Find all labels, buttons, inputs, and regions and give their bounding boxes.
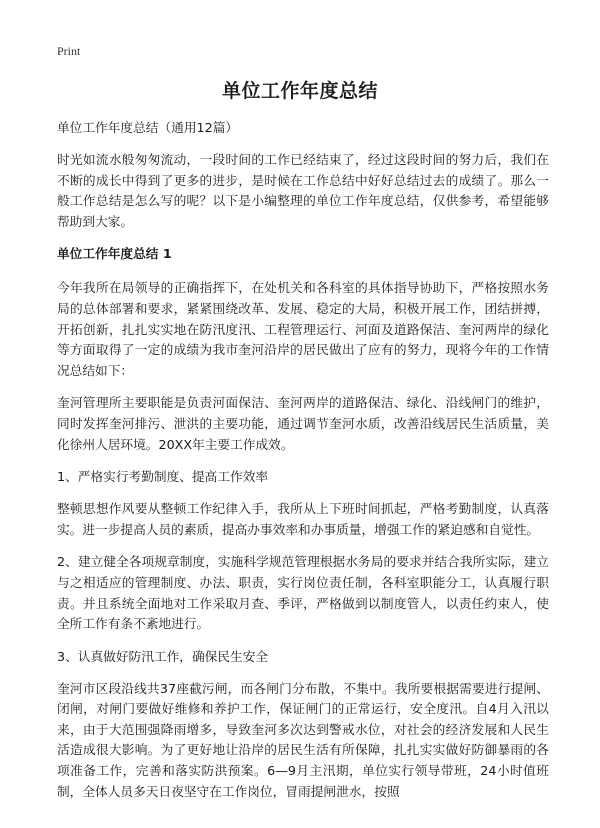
item-3-heading: 3、认真做好防汛工作，确保民生安全 bbox=[57, 648, 269, 664]
paragraph-1: 今年我所在局领导的正确指挥下，在处机关和各科室的具体指导协助下，严格按照水务局的总体部署和要求，紧紧围绕改革、发展、稳定的大局，积极开展工作，团结拼搏，开拓创新，扎扎实实地在防汛度汛、工程管理运行、河面及道路保洁、奎河两岸的绿化等方面取得了一定的成绩为我市奎河沿岸的居民做出了应有的努力，现将今年的工作情况总结如下： bbox=[57, 280, 549, 378]
item-1-body: 整顿思想作风要从整顿工作纪律入手，我所从上下班时间抓起，严格考勤制度，认真落实。进一步提高人员的素质，提高办事效率和办事质量，增强工作的紧迫感和自觉性。 bbox=[57, 501, 549, 537]
intro-paragraph: 时光如流水般匆匆流动，一段时间的工作已经结束了，经过这段时间的努力后，我们在不断的成长中得到了更多的进步，是时候在工作总结中好好总结过去的成绩了。那么一般工作总结是怎么写的呢？以下是小编整理的单位工作年度总结，仅供参考，希望能够帮助到大家。 bbox=[57, 152, 549, 229]
print-label[interactable]: Print bbox=[57, 44, 81, 58]
section-heading: 单位工作年度总结 1 bbox=[57, 246, 172, 262]
paragraph-2: 奎河管理所主要职能是负责河面保洁、奎河两岸的道路保洁、绿化、沿线闸门的维护，同时发挥奎河排污、泄洪的主要功能，通过调节奎河水质，改善沿线居民生活质量，美化徐州人居环境。20XX年主要工作成效。 bbox=[57, 395, 549, 452]
item-1-heading: 1、严格实行考勤制度、提高工作效率 bbox=[57, 469, 269, 485]
document-body bbox=[57, 118, 549, 814]
document-subtitle: 单位工作年度总结（通用12篇） bbox=[57, 120, 239, 135]
item-2-body: 2、建立健全各项规章制度，实施科学规范管理根据水务局的要求并结合我所实际，建立与之相适应的管理制度、办法、职责，实行岗位责任制，各科室职能分工，认真履行职责。并且系统全面地对工作采取月查、季评，严格做到以制度管人，以责任约束人，使全所工作有条不紊地进行。 bbox=[57, 554, 549, 632]
item-3-body: 奎河市区段沿线共37座截污闸，而各闸门分布散，不集中。我所要根据需要进行提闸、闭闸，对闸门要做好维修和养护工作，保证闸门的正常运行，安全度汛。自4月入汛以来，由于大范围强降雨增多，导致奎河多次达到警戒水位，对社会的经济发展和人民生活造成很大影响。为了更好地让沿岸的居民生活有所保障，扎扎实实做好防御暴雨的各项准备工作，完善和落实防洪预案。6—9月主汛期，单位实行领导带班，24小时值班制，全体人员多天日夜坚守在工作岗位，冒雨提闸泄水，按照 bbox=[57, 680, 549, 799]
document-title: 单位工作年度总结 bbox=[221, 80, 378, 102]
